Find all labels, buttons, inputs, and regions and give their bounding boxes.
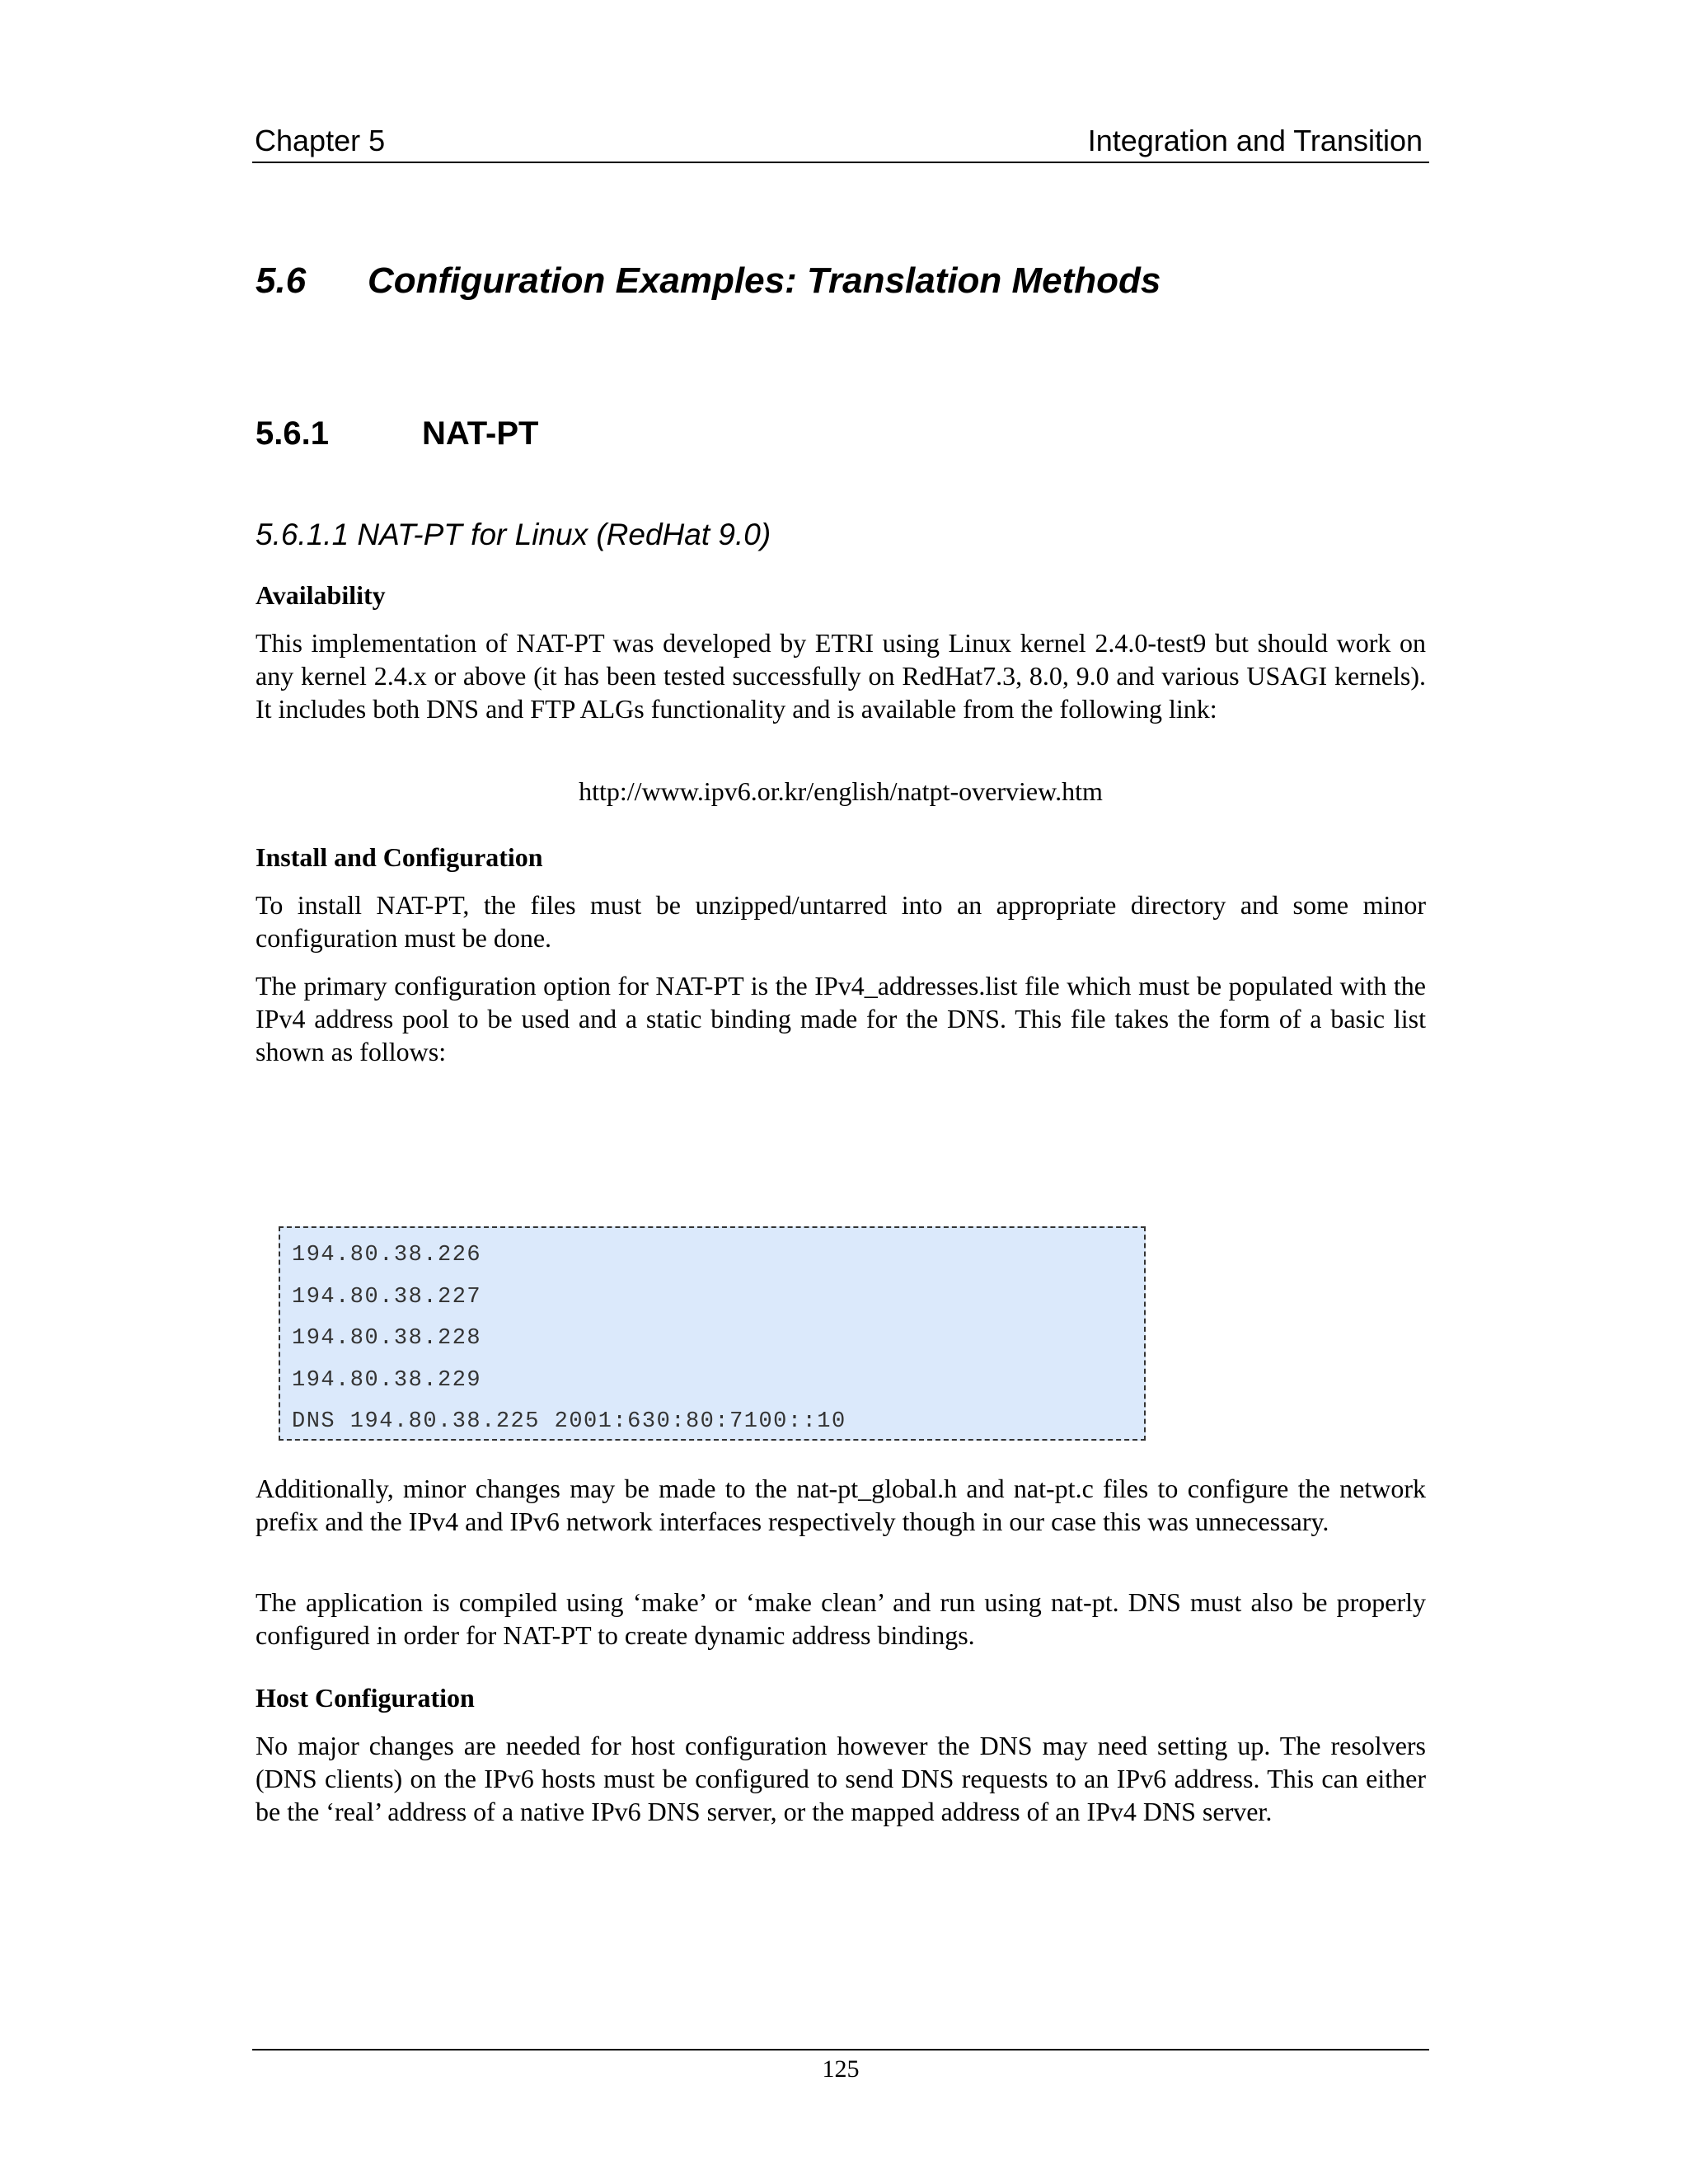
code-line: DNS 194.80.38.225 2001:630:80:7100::10 — [292, 1409, 846, 1434]
page-header — [252, 120, 1429, 163]
code-line: 194.80.38.227 — [292, 1284, 482, 1310]
header-chapter: Chapter 5 — [255, 124, 386, 157]
install-label-block — [256, 841, 1426, 874]
code-line: 194.80.38.228 — [292, 1326, 482, 1351]
host-paragraph: No major changes are needed for host configuration however the DNS may need setting up. The resolvers (DNS clients) on the IPv6 hosts must be configured to send DNS requests to an IPv6 address. This can either be the ‘real’ address of a native IPv6 DNS server, or the mapped address of an IPv4 DNS server. — [256, 1731, 1426, 1826]
section-title: Configuration Examples: Translation Methods — [368, 260, 1161, 301]
availability-paragraph: This implementation of NAT-PT was developed by ETRI using Linux kernel 2.4.0-test9 but should work on any kernel 2.4.x or above (it has been tested successfully on RedHat7.3, 8.0, 9.0 and various USAGI kernels). It includes both DNS and FTP ALGs functionality and is available from the following link: — [256, 628, 1426, 724]
after-code-paragraph-2: The application is compiled using ‘make’ or ‘make clean’ and run using nat-pt. DNS must also be properly configured in order for NAT-PT to create dynamic address bindings. — [256, 1587, 1426, 1650]
install-paragraph-1: To install NAT-PT, the files must be unzipped/untarred into an appropriate directory and some minor configuration must be done. — [256, 890, 1426, 953]
page-footer — [252, 2049, 1429, 2083]
install-paragraph-2: The primary configuration option for NAT-PT is the IPv4_addresses.list file which must be populated with the IPv4 address pool to be used and a static binding made for the DNS. This file takes the form of a basic list shown as follows: — [256, 971, 1426, 1066]
code-line: 194.80.38.226 — [292, 1243, 482, 1268]
section-number: 5.6 — [256, 260, 307, 301]
header-title: Integration and Transition — [1087, 124, 1423, 157]
install-label: Install and Configuration — [256, 842, 543, 872]
code-line: 194.80.38.229 — [292, 1367, 482, 1393]
subsection-heading — [256, 415, 538, 452]
availability-link: http://www.ipv6.or.kr/english/natpt-overview.htm — [579, 776, 1103, 806]
subsection-title: NAT-PT — [422, 415, 539, 452]
availability-label: Availability — [256, 580, 386, 610]
host-label: Host Configuration — [256, 1683, 475, 1713]
availability-label-block — [256, 579, 1426, 612]
subsubsection-heading: 5.6.1.1 NAT-PT for Linux (RedHat 9.0) — [256, 518, 771, 551]
page-number: 125 — [822, 2055, 860, 2083]
host-label-block — [256, 1681, 1426, 1714]
subsection-number: 5.6.1 — [256, 415, 329, 452]
after-code-paragraph-1: Additionally, minor changes may be made to the nat-pt_global.h and nat-pt.c files to configure the network prefix and the IPv4 and IPv6 network interfaces respectively though in our case this was unnecessary. — [256, 1474, 1426, 1536]
config-file-listing — [279, 1226, 1146, 1441]
section-heading — [256, 260, 1160, 302]
